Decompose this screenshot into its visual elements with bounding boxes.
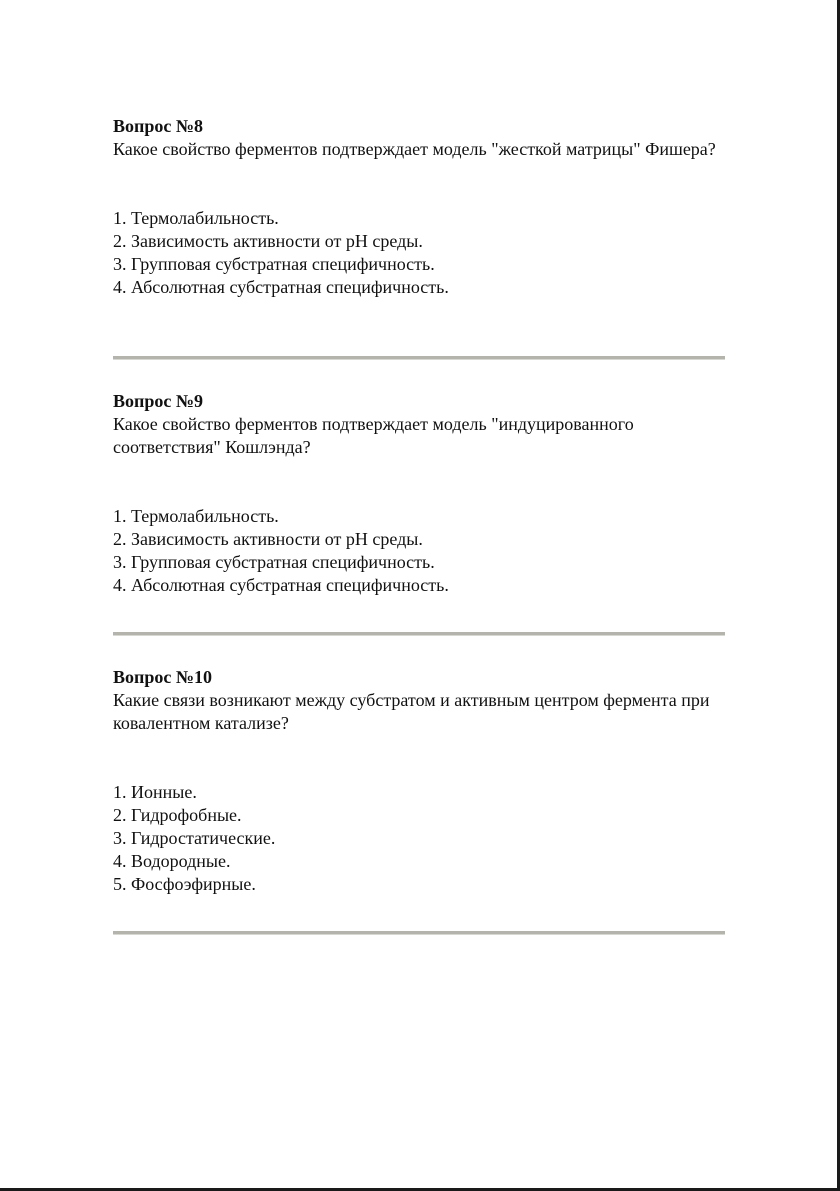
answer-option: 2. Гидрофобные.	[113, 805, 242, 825]
question-10	[113, 666, 725, 896]
question-title: Вопрос №10	[113, 667, 212, 687]
question-title: Вопрос №8	[113, 116, 203, 136]
answer-option: 3. Гидростатические.	[113, 828, 276, 848]
question-text: Какое свойство ферментов подтверждает модель "индуцированного соответствия" Кошлэнда?	[113, 414, 634, 457]
section-divider	[113, 356, 725, 360]
section-divider	[113, 931, 725, 935]
answer-options	[113, 207, 725, 299]
answer-option: 4. Абсолютная субстратная специфичность.	[113, 277, 449, 297]
question-9	[113, 390, 725, 597]
answer-option: 5. Фосфоэфирные.	[113, 874, 256, 894]
question-text: Какие связи возникают между субстратом и активным центром фермента при ковалентном катализе?	[113, 690, 710, 733]
question-title: Вопрос №9	[113, 391, 203, 411]
question-8	[113, 115, 725, 299]
answer-options	[113, 781, 725, 896]
answer-option: 1. Ионные.	[113, 782, 197, 802]
answer-option: 1. Термолабильность.	[113, 506, 279, 526]
section-divider	[113, 632, 725, 636]
answer-option: 4. Абсолютная субстратная специфичность.	[113, 575, 449, 595]
answer-option: 3. Групповая субстратная специфичность.	[113, 552, 435, 572]
answer-option: 4. Водородные.	[113, 851, 231, 871]
answer-option: 2. Зависимость активности от pH среды.	[113, 529, 423, 549]
answer-options	[113, 505, 725, 597]
answer-option: 2. Зависимость активности от pH среды.	[113, 231, 423, 251]
answer-option: 1. Термолабильность.	[113, 208, 279, 228]
answer-option: 3. Групповая субстратная специфичность.	[113, 254, 435, 274]
question-text: Какое свойство ферментов подтверждает модель "жесткой матрицы" Фишера?	[113, 139, 716, 159]
